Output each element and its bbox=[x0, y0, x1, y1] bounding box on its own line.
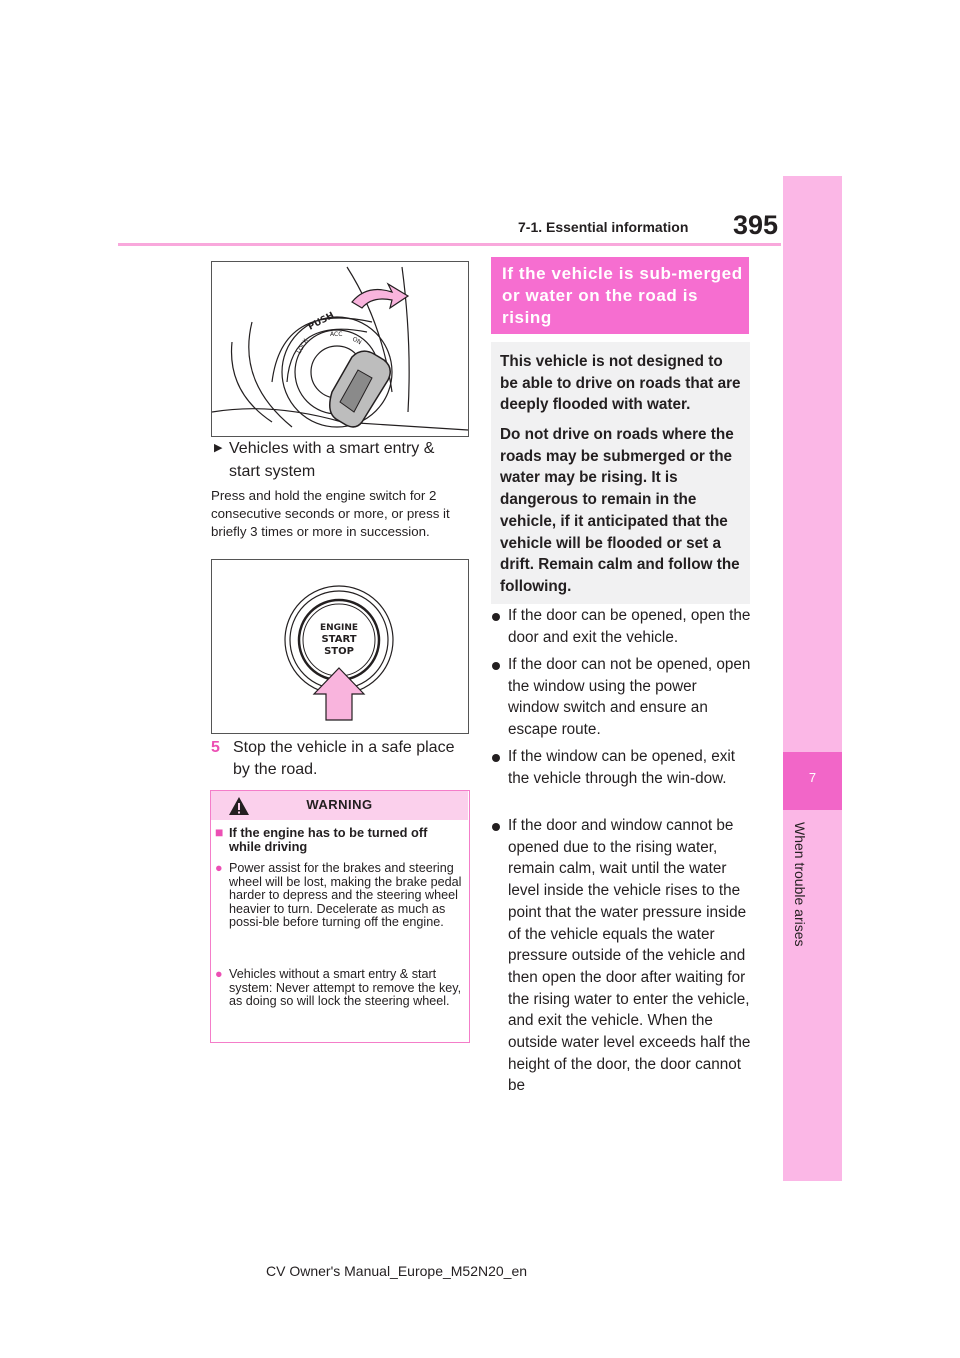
lock-label: LOCK bbox=[295, 337, 310, 355]
engine-switch-figure bbox=[211, 559, 469, 734]
list-item: If the door and window cannot be opened due to the rising water, remain calm, wait until the water level inside the vehicle rises to the point that the water pressure inside of the vehicle equals the water pressure outside of the vehicle and then open the door after waiting for the rising water to enter the vehicle, and exit the vehicle. When the outside water level exceeds half the height of the door, the door cannot be bbox=[508, 815, 752, 1097]
acc-label: ACC bbox=[330, 331, 343, 338]
engine-switch-instruction: Press and hold the engine switch for 2 consecutive seconds or more, or press it briefly 3 times or more in succession. bbox=[211, 488, 450, 539]
list-item: If the door can be opened, open the door and exit the vehicle. bbox=[508, 605, 752, 648]
header-rule bbox=[118, 243, 781, 246]
key-icon bbox=[330, 351, 391, 427]
warning-heading: ■ If the engine has to be turned off while driving bbox=[215, 824, 428, 854]
push-label: PUSH bbox=[306, 310, 337, 333]
list-item: If the door can not be opened, open the window using the power window switch and ensure an escape route. bbox=[508, 654, 752, 741]
engine-button-illustration bbox=[212, 560, 468, 733]
square-bullet-icon: ■ bbox=[215, 824, 224, 840]
stop-text: STOP bbox=[324, 646, 354, 657]
step-text: Stop the vehicle in a safe place by the road. bbox=[233, 739, 455, 778]
section-title: 7-1. Essential information bbox=[518, 219, 689, 235]
bullet-dot-icon bbox=[492, 662, 500, 670]
circle-bullet-icon: ● bbox=[215, 967, 223, 981]
rotate-arrow-icon bbox=[352, 284, 408, 308]
bullet-dot-icon bbox=[492, 823, 500, 831]
chapter-title: When trouble arises bbox=[792, 822, 808, 947]
section-heading: If the vehicle is sub-merged or water on the road is rising bbox=[502, 264, 743, 327]
note-paragraph: Do not drive on roads where the roads may be submerged or the water may be rising. It is dangerous to remain in the vehicle, if it anticipated that the vehicle will be flooded or set a drift. Remain calm and follow the following. bbox=[500, 426, 740, 595]
list-item: If the window can be opened, exit the vehicle through the win-dow. bbox=[508, 746, 752, 789]
bullet-dot-icon bbox=[492, 613, 500, 621]
circle-bullet-icon: ● bbox=[215, 861, 223, 875]
key-cylinder-figure bbox=[211, 261, 469, 437]
step-number: 5 bbox=[211, 739, 220, 756]
page-number: 395 bbox=[733, 210, 779, 240]
key-turning-illustration bbox=[212, 262, 468, 436]
warning-item: ● Power assist for the brakes and steering wheel will be lost, making the brake pedal harder to depress and the steering wheel heavier to turn. Decelerate as much as possi-ble before turning off the engine. bbox=[215, 861, 462, 929]
on-label: ON bbox=[351, 335, 363, 347]
bullet-dot-icon bbox=[492, 754, 500, 762]
step-5 bbox=[211, 737, 469, 781]
triangle-bullet-icon: ▶ bbox=[214, 442, 223, 454]
chapter-side-tab bbox=[783, 176, 842, 1181]
warning-label: WARNING bbox=[306, 797, 373, 812]
footer-manual-id: CV Owner's Manual_Europe_M52N20_en bbox=[266, 1263, 528, 1279]
start-text: START bbox=[321, 634, 357, 645]
warning-item: ● Vehicles without a smart entry & start system: Never attempt to remove the key, as doing so will lock the steering wheel. bbox=[215, 967, 462, 1008]
bullet-heading: ▶ Vehicles with a smart entry & start system bbox=[214, 437, 464, 483]
chapter-number: 7 bbox=[808, 770, 817, 785]
engine-text: ENGINE bbox=[319, 623, 359, 633]
note-paragraph: This vehicle is not designed to be able to drive on roads that are deeply flooded with water. bbox=[500, 353, 741, 414]
